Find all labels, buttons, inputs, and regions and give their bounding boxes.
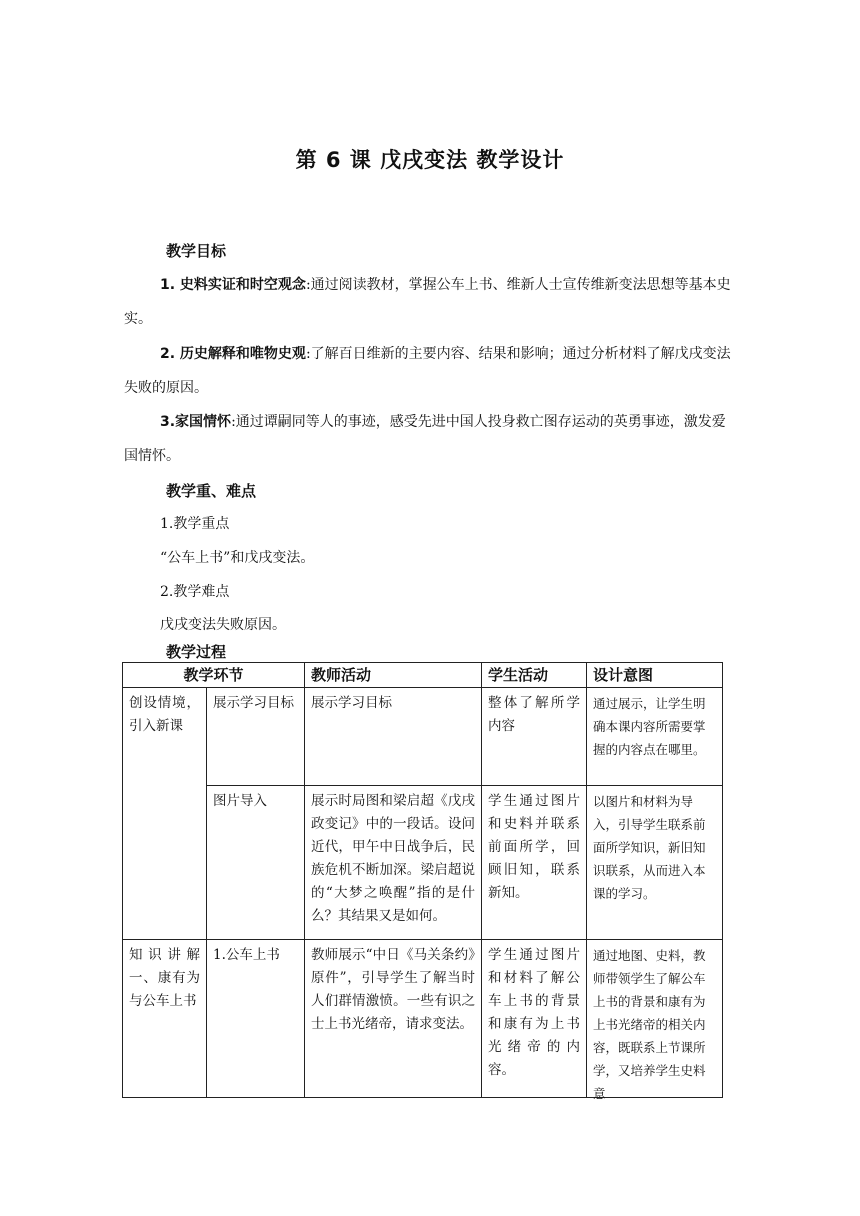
goal-text: :通过谭嗣同等人的事迹，感受先进中国人投身救亡图存运动的英勇事迹，激发爱国情怀。 (124, 414, 726, 464)
teacher-cell: 教师展示“中日《马关条约》原件”，引导学生了解当时人们群情激愤。一些有识之士上书光绪帝，请求变法。 (305, 940, 482, 1098)
intent-cell: 通过展示，让学生明确本课内容所需要掌握的内容点在哪里。 (587, 688, 723, 786)
stage-cell: 创设情境，引入新课 (123, 688, 207, 940)
goals-heading: 教学目标 (166, 242, 227, 260)
teacher-cell: 展示时局图和梁启超《戊戌政变记》中的一段话。设问近代，甲午中日战争后，民族危机不断加深。梁启超说的“大梦之唤醒”指的是什么？其结果又是如何。 (305, 786, 482, 940)
student-cell: 整体了解所学内容 (482, 688, 587, 786)
goal-label: 1. 史料实证和时空观念 (160, 277, 306, 293)
column-header: 教学环节 (123, 663, 305, 688)
table-row (123, 940, 723, 1098)
goal-label: 2. 历史解释和唯物史观 (160, 346, 306, 362)
difficulty-text: 戊戌变法失败原因。 (160, 617, 286, 633)
student-cell: 学生通过图片和材料了解公车上书的背景和康有为上书光绪帝的内容。 (482, 940, 587, 1098)
difficulty-label: 2.教学难点 (160, 584, 230, 600)
column-header: 教师活动 (305, 663, 482, 688)
step-cell: 1.公车上书 (207, 940, 305, 1098)
intent-text: 通过地图、史料，教师带领学生了解公车上书的背景和康有为上书光绪帝的相关内容，既联系上节课所学，又培养学生史料意 (593, 948, 706, 1101)
process-heading: 教学过程 (166, 643, 227, 661)
key-point-text: “公车上书”和戊戌变法。 (160, 550, 315, 566)
teacher-cell: 展示学习目标 (305, 688, 482, 786)
goal-label: 3.家国情怀 (160, 414, 232, 430)
goal-text: :了解百日维新的主要内容、结果和影响；通过分析材料了解戊戌变法失败的原因。 (124, 346, 731, 396)
goal-text: :通过阅读教材，掌握公车上书、维新人士宣传维新变法思想等基本史实。 (124, 277, 731, 327)
goal-item-3 (124, 405, 734, 473)
intent-cell (587, 940, 723, 1101)
table-header-row (123, 663, 723, 688)
intent-cell: 以图片和材料为导入，引导学生联系前面所学知识，新旧知识联系，从而进入本课的学习。 (587, 786, 723, 940)
column-header: 设计意图 (587, 663, 723, 688)
column-header: 学生活动 (482, 663, 587, 688)
goal-item-2 (124, 337, 734, 405)
student-cell: 学生通过图片和史料并联系前面所学，回顾旧知，联系新知。 (482, 786, 587, 940)
process-table (122, 662, 723, 1101)
table-row (123, 786, 723, 940)
step-cell: 展示学习目标 (207, 688, 305, 786)
stage-cell: 知识讲解一、康有为与公车上书 (123, 940, 207, 1098)
key-point-label: 1.教学重点 (160, 516, 230, 532)
page-title: 第 6 课 戊戌变法 教学设计 (295, 148, 565, 172)
goal-item-1 (124, 268, 734, 336)
step-cell: 图片导入 (207, 786, 305, 940)
keypoints-heading: 教学重、难点 (166, 482, 257, 500)
table-row (123, 688, 723, 786)
